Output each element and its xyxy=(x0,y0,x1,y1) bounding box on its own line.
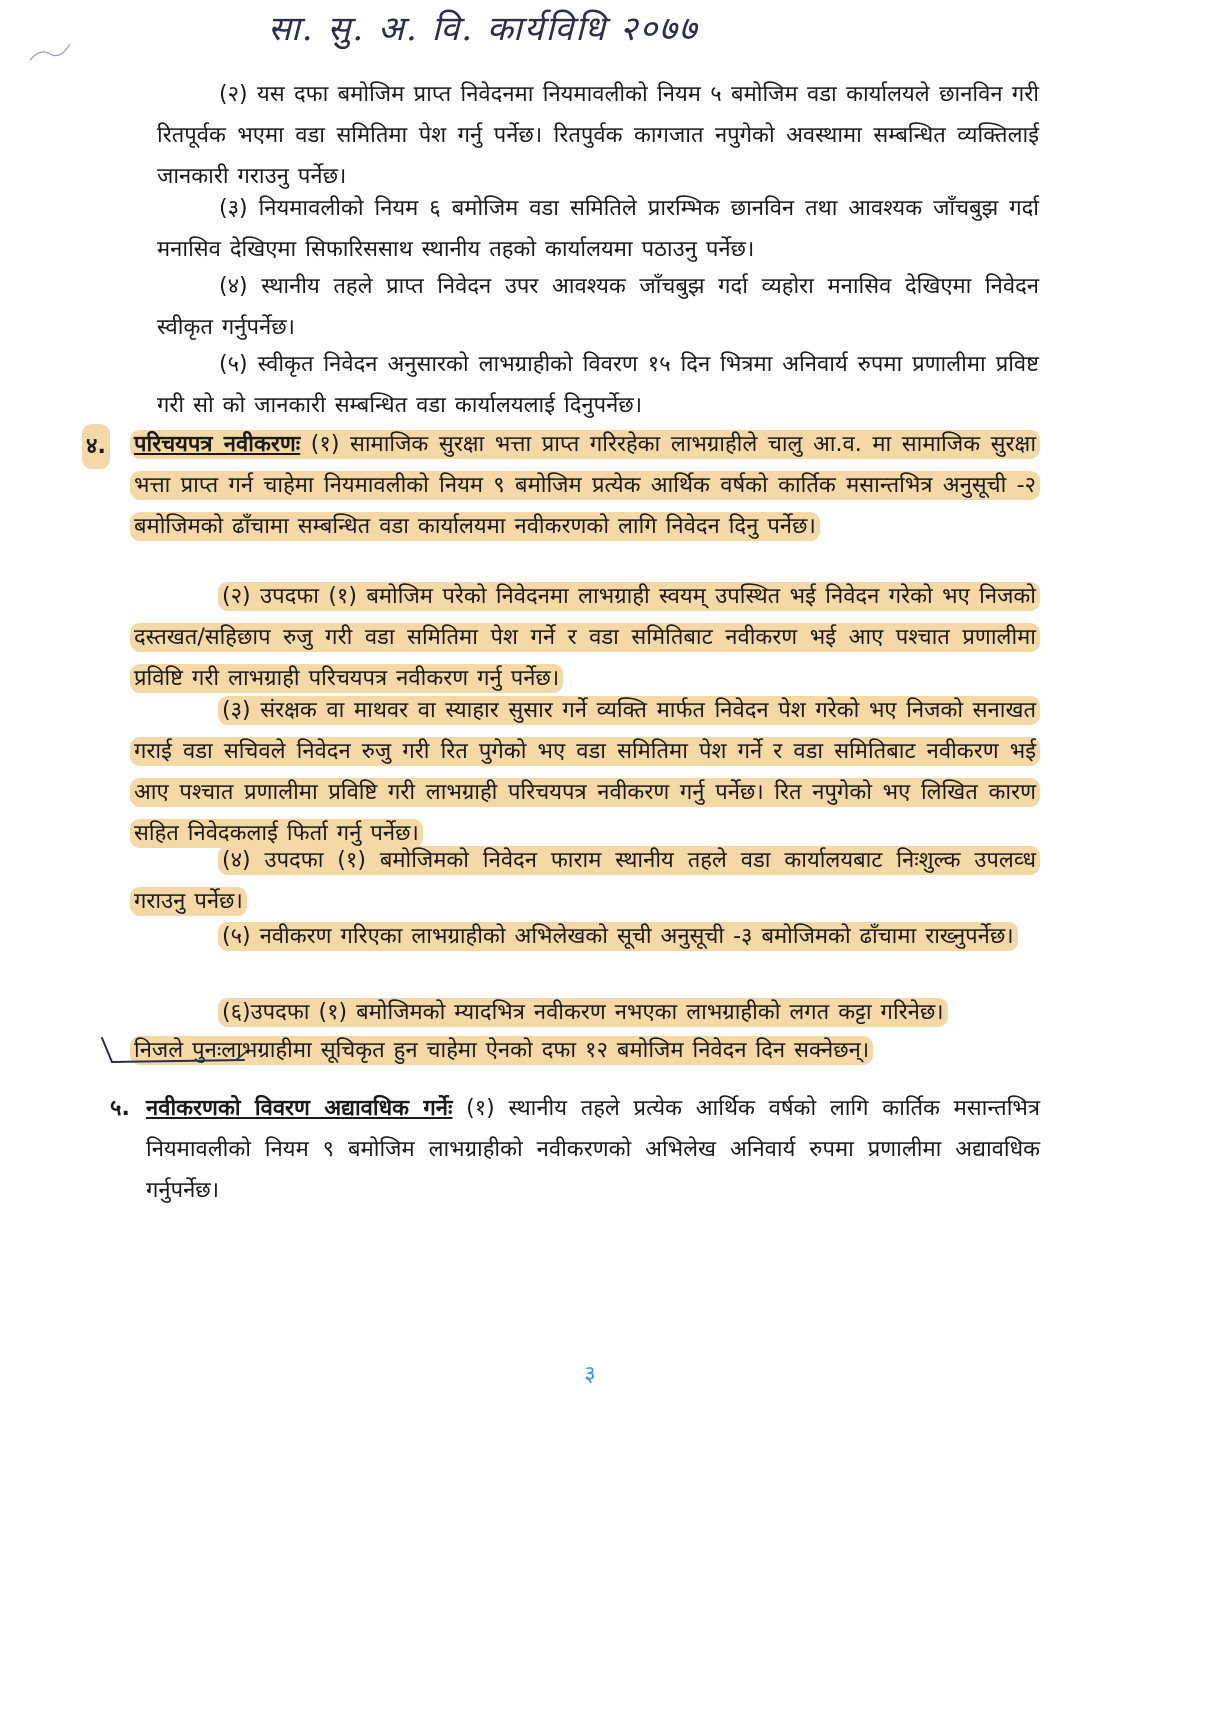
section-4-number: ४. xyxy=(82,424,110,469)
section-4-clause-4 xyxy=(130,840,1040,922)
handwritten-header-note: सा. सु. अ. वि. कार्यविधि २०७७ xyxy=(268,9,699,49)
paragraph-4 xyxy=(157,266,1039,348)
section-4-clause-6-line-2 xyxy=(130,1030,1040,1071)
section-5-clause-1 xyxy=(146,1088,1040,1211)
paragraph-5-text: (५) स्वीकृत निवेदन अनुसारको लाभग्राहीको विवरण १५ दिन भित्रमा अनिवार्य रुपमा प्रणालीमा प्रविष्ट गरी सो को जानकारी सम्बन्धित वडा कार्यालयलाई दिनुपर्नेछ। xyxy=(157,352,1039,418)
section-4-clause-3-text: (३) संरक्षक वा माथवर वा स्याहार सुसार गर्ने व्यक्ति मार्फत निवेदन पेश गरेको भए निजको सनाखत गराई वडा सचिवले निवेदन रुजु गरी रित पुगेको भए वडा समितिमा पेश गर्ने र वडा समितिबाट नवीकरण भई आए पश्चात प्रणालीमा प्रविष्टि गरी लाभग्राही परिचयपत्र नवीकरण गर्नु पर्नेछ। रित नपुगेको भए लिखित कारण सहित निवेदकलाई फिर्ता गर्नु पर्नेछ। xyxy=(130,696,1040,848)
section-4-clause-5-text: (५) नवीकरण गरिएका लाभग्राहीको अभिलेखको सूची अनुसूची -३ बमोजिमको ढाँचामा राख्नुपर्नेछ। xyxy=(218,922,1018,951)
paragraph-4-text: (४) स्थानीय तहले प्राप्त निवेदन उपर आवश्यक जाँचबुझ गर्दा व्यहोरा मनासिव देखिएमा निवेदन स्वीकृत गर्नुपर्नेछ। xyxy=(157,274,1039,340)
section-4-clause-5 xyxy=(130,916,1040,957)
page-number: ३ xyxy=(584,1362,596,1387)
paragraph-2-text: (२) यस दफा बमोजिम प्राप्त निवेदनमा नियमावलीको नियम ५ बमोजिम वडा कार्यालयले छानविन गरी रितपूर्वक भएमा वडा समितिमा पेश गर्नु पर्नेछ। रितपुर्वक कागजात नपुगेको अवस्थामा सम्बन्धित व्यक्तिलाई जानकारी गराउनु पर्नेछ। xyxy=(157,82,1039,189)
section-4-clause-3 xyxy=(130,690,1040,854)
section-4-clause-2 xyxy=(130,576,1040,699)
paragraph-3 xyxy=(157,188,1039,270)
section-5-clause-1-text: (१) स्थानीय तहले प्रत्येक आर्थिक वर्षको लागि कार्तिक मसान्तभित्र नियमावलीको नियम ९ बमोजिम लाभग्राहीको नवीकरणको अभिलेख अनिवार्य रुपमा प्रणालीमा अद्यावधिक गर्नुपर्नेछ। xyxy=(146,1096,1041,1203)
section-4-heading: परिचयपत्र नवीकरणः xyxy=(134,432,301,457)
scan-speck-mark xyxy=(28,40,72,64)
paragraph-2 xyxy=(157,74,1039,197)
paragraph-3-text: (३) नियमावलीको नियम ६ बमोजिम वडा समितिले प्रारम्भिक छानविन तथा आवश्यक जाँचबुझ गर्दा मनासिव देखिएमा सिफारिससाथ स्थानीय तहको कार्यालयमा पठाउनु पर्नेछ। xyxy=(157,196,1039,262)
section-5-heading: नवीकरणको विवरण अद्यावधिक गर्नेः xyxy=(146,1096,453,1121)
section-4-clause-6-line-1-text: (६)उपदफा (१) बमोजिमको म्यादभित्र नवीकरण नभएका लाभग्राहीको लगत कट्टा गरिनेछ। xyxy=(218,998,948,1027)
section-4-clause-2-text: (२) उपदफा (१) बमोजिम परेको निवेदनमा लाभग्राही स्वयम् उपस्थित भई निवेदन गरेको भए निजको दस्तखत/सहिछाप रुजु गरी वडा समितिमा पेश गर्ने र वडा समितिबाट नवीकरण भई आए पश्चात प्रणालीमा प्रविष्टि गरी लाभग्राही परिचयपत्र नवीकरण गर्नु पर्नेछ। xyxy=(130,582,1040,693)
section-5-number: ५. xyxy=(110,1096,130,1121)
section-4-clause-1-text: (१) सामाजिक सुरक्षा भत्ता प्राप्त गरिरहेका लाभग्राहीले चालु आ.व. मा सामाजिक सुरक्षा भत्ता प्राप्त गर्न चाहेमा नियमावलीको नियम ९ बमोजिम प्रत्येक आर्थिक वर्षको कार्तिक मसान्तभित्र अनुसूची -२ बमोजिमको ढाँचामा सम्बन्धित वडा कार्यालयमा नवीकरणको लागि निवेदन दिनु पर्नेछ। xyxy=(134,432,1037,539)
section-4-clause-1 xyxy=(130,424,1040,547)
paragraph-5 xyxy=(157,344,1039,426)
section-4-clause-6-line-1 xyxy=(130,992,1040,1033)
section-4-clause-4-text: (४) उपदफा (१) बमोजिमको निवेदन फाराम स्थानीय तहले वडा कार्यालयबाट निःशुल्क उपलव्ध गराउनु पर्नेछ। xyxy=(130,846,1040,916)
handwritten-check-mark xyxy=(96,1030,246,1070)
section-4-clause-6-line-2-text: निजले पुनःलाभग्राहीमा सूचिकृत हुन चाहेमा ऐनको दफा १२ बमोजिम निवेदन दिन सक्नेछन्। xyxy=(130,1036,873,1065)
